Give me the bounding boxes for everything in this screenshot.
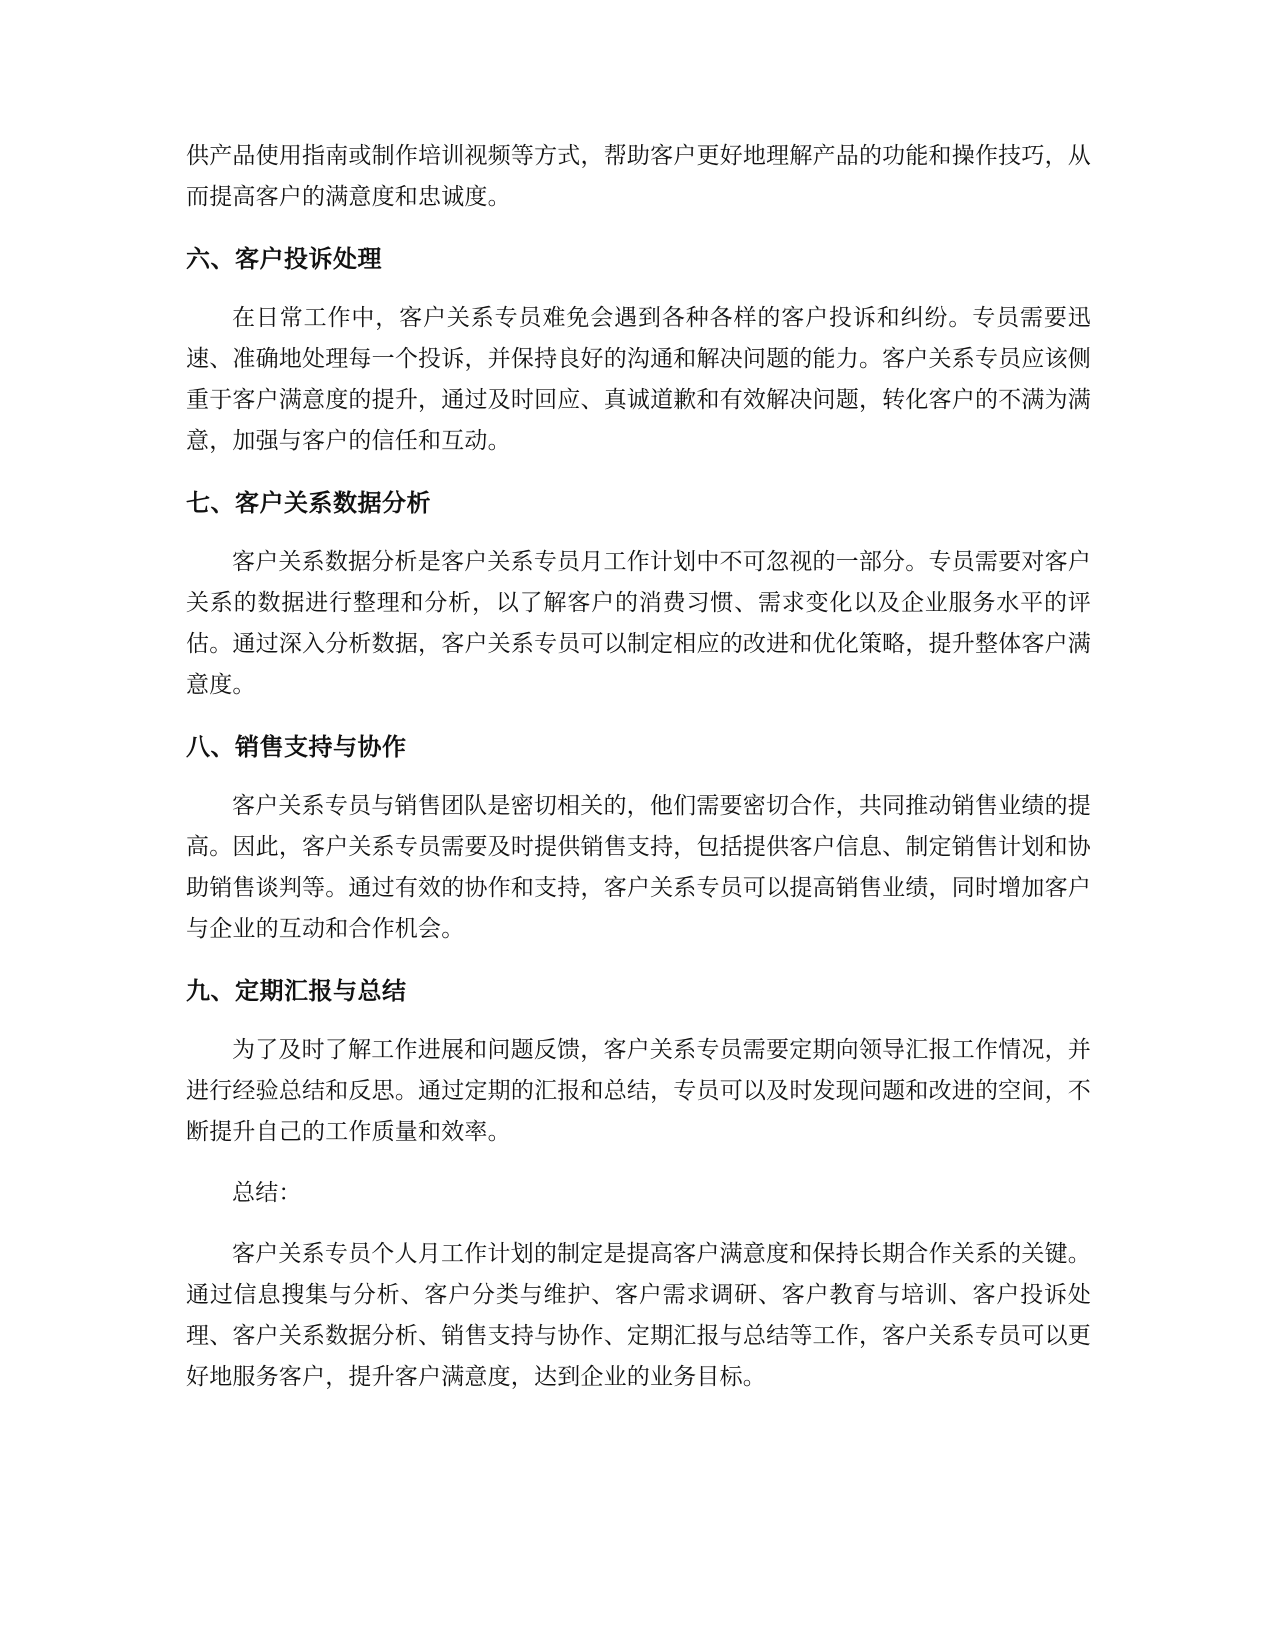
document-page	[186, 136, 1091, 1398]
section-heading-complaints: 六、客户投诉处理	[186, 245, 382, 273]
section-paragraph-complaints: 在日常工作中，客户关系专员难免会遇到各种各样的客户投诉和纠纷。专员需要迅速、准确地处理每一个投诉，并保持良好的沟通和解决问题的能力。客户关系专员应该侧重于客户满意度的提升，通过及时回应、真诚道歉和有效解决问题，转化客户的不满为满意，加强与客户的信任和互动。	[186, 305, 1091, 454]
section-heading-sales-support: 八、销售支持与协作	[186, 733, 407, 761]
section-paragraph-sales-support: 客户关系专员与销售团队是密切相关的，他们需要密切合作，共同推动销售业绩的提高。因此，客户关系专员需要及时提供销售支持，包括提供客户信息、制定销售计划和协助销售谈判等。通过有效的协作和支持，客户关系专员可以提高销售业绩，同时增加客户与企业的互动和合作机会。	[186, 793, 1091, 942]
summary-paragraph: 客户关系专员个人月工作计划的制定是提高客户满意度和保持长期合作关系的关键。通过信息搜集与分析、客户分类与维护、客户需求调研、客户教育与培训、客户投诉处理、客户关系数据分析、销售支持与协作、定期汇报与总结等工作，客户关系专员可以更好地服务客户，提升客户满意度，达到企业的业务目标。	[186, 1241, 1091, 1390]
section-paragraph-data-analysis: 客户关系数据分析是客户关系专员月工作计划中不可忽视的一部分。专员需要对客户关系的数据进行整理和分析，以了解客户的消费习惯、需求变化以及企业服务水平的评估。通过深入分析数据，客户关系专员可以制定相应的改进和优化策略，提升整体客户满意度。	[186, 549, 1091, 698]
intro-paragraph: 供产品使用指南或制作培训视频等方式，帮助客户更好地理解产品的功能和操作技巧，从而提高客户的满意度和忠诚度。	[186, 143, 1091, 210]
summary-label: 总结：	[232, 1180, 302, 1206]
section-heading-reporting: 九、定期汇报与总结	[186, 977, 407, 1005]
section-paragraph-reporting: 为了及时了解工作进展和问题反馈，客户关系专员需要定期向领导汇报工作情况，并进行经验总结和反思。通过定期的汇报和总结，专员可以及时发现问题和改进的空间，不断提升自己的工作质量和效率。	[186, 1037, 1091, 1145]
section-heading-data-analysis: 七、客户关系数据分析	[186, 489, 431, 517]
